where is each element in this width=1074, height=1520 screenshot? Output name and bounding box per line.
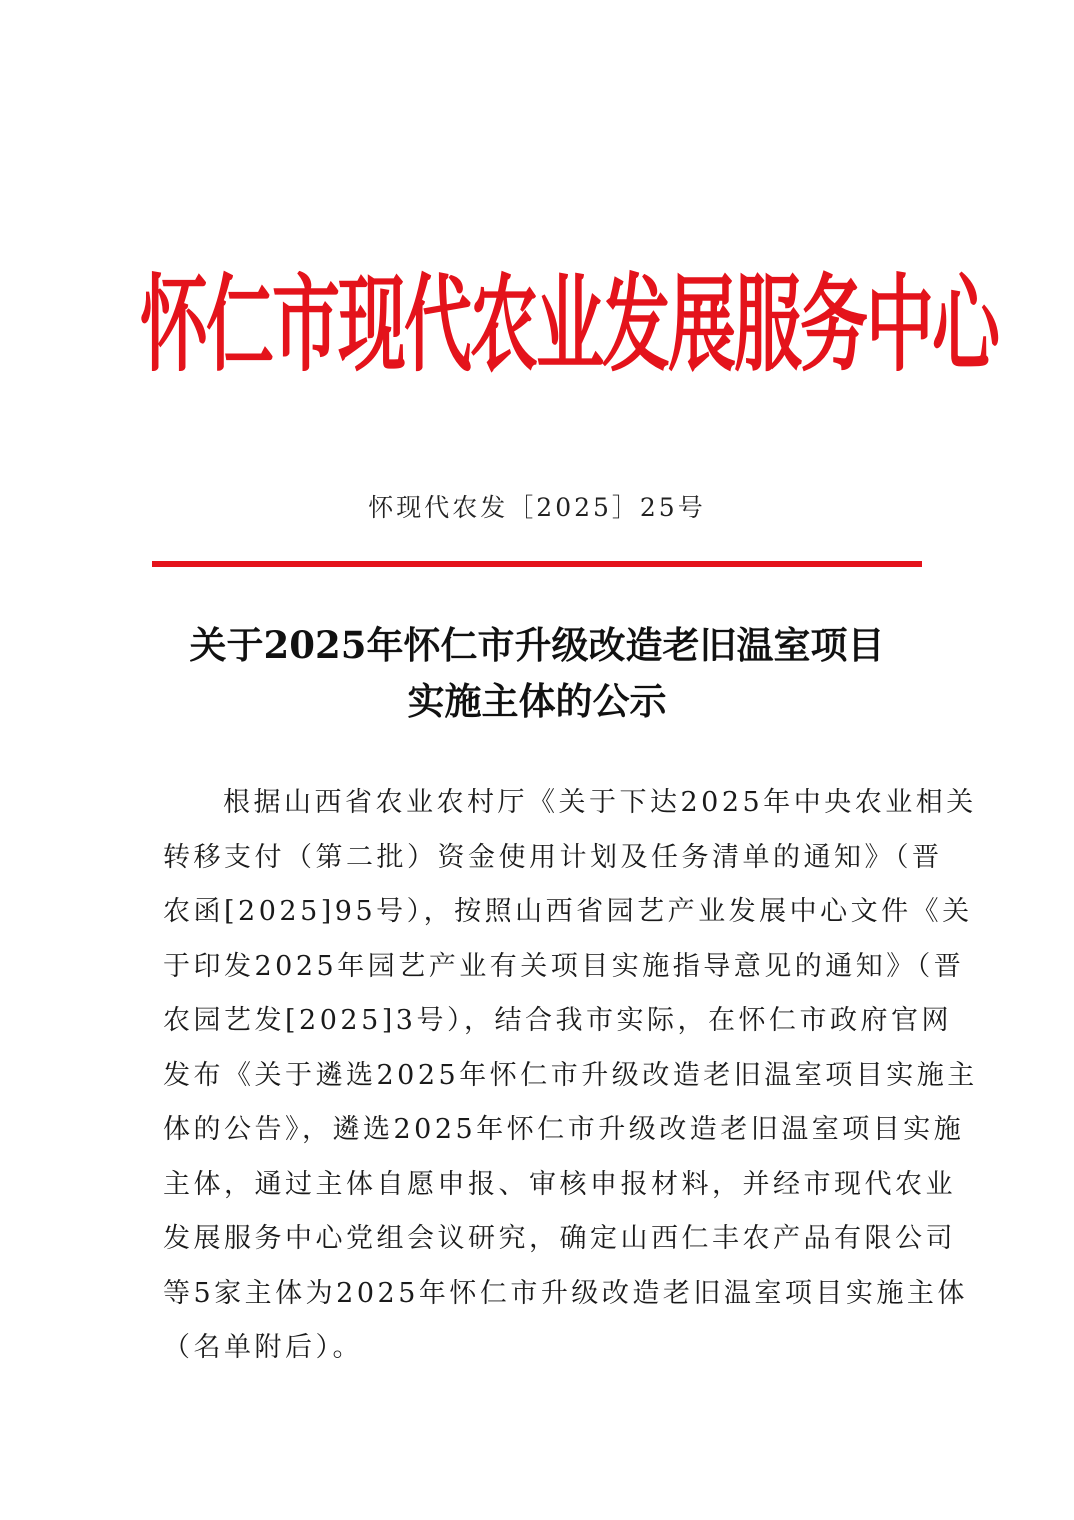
body-line: 发布《关于遴选2025年怀仁市升级改造老旧温室项目实施主: [163, 1059, 978, 1091]
red-separator-line: [152, 561, 922, 567]
body-line: 转移支付（第二批）资金使用计划及任务清单的通知》（晋: [163, 841, 943, 873]
body-line: （名单附后）。: [163, 1332, 363, 1363]
body-line: 等5家主体为2025年怀仁市升级改造老旧温室项目实施主体: [163, 1277, 968, 1309]
body-paragraph: [163, 776, 978, 1376]
body-line: 农函[2025]95号），按照山西省园艺产业发展中心文件《关: [163, 896, 973, 927]
title-line-1: 关于2025年怀仁市升级改造老旧温室项目: [189, 623, 885, 667]
issuing-organization-header: 怀仁市现代农业发展服务中心: [140, 265, 999, 388]
document-number: 怀现代农发［2025］25号: [368, 493, 706, 522]
body-line: 农园艺发[2025]3号），结合我市实际，在怀仁市政府官网: [163, 1005, 952, 1036]
body-line: 发展服务中心党组会议研究，确定山西仁丰农产品有限公司: [163, 1223, 956, 1254]
title-line-2: 实施主体的公示: [407, 679, 667, 723]
body-line: 于印发2025年园艺产业有关项目实施指导意见的通知》（晋: [163, 950, 965, 982]
body-line: 主体，通过主体自愿申报、审核申报材料，并经市现代农业: [163, 1168, 956, 1200]
body-line: 体的公告》，遴选2025年怀仁市升级改造老旧温室项目实施: [163, 1114, 965, 1145]
body-line: 根据山西省农业农村厅《关于下达2025年中央农业相关: [223, 787, 977, 818]
document-title: [120, 617, 954, 729]
